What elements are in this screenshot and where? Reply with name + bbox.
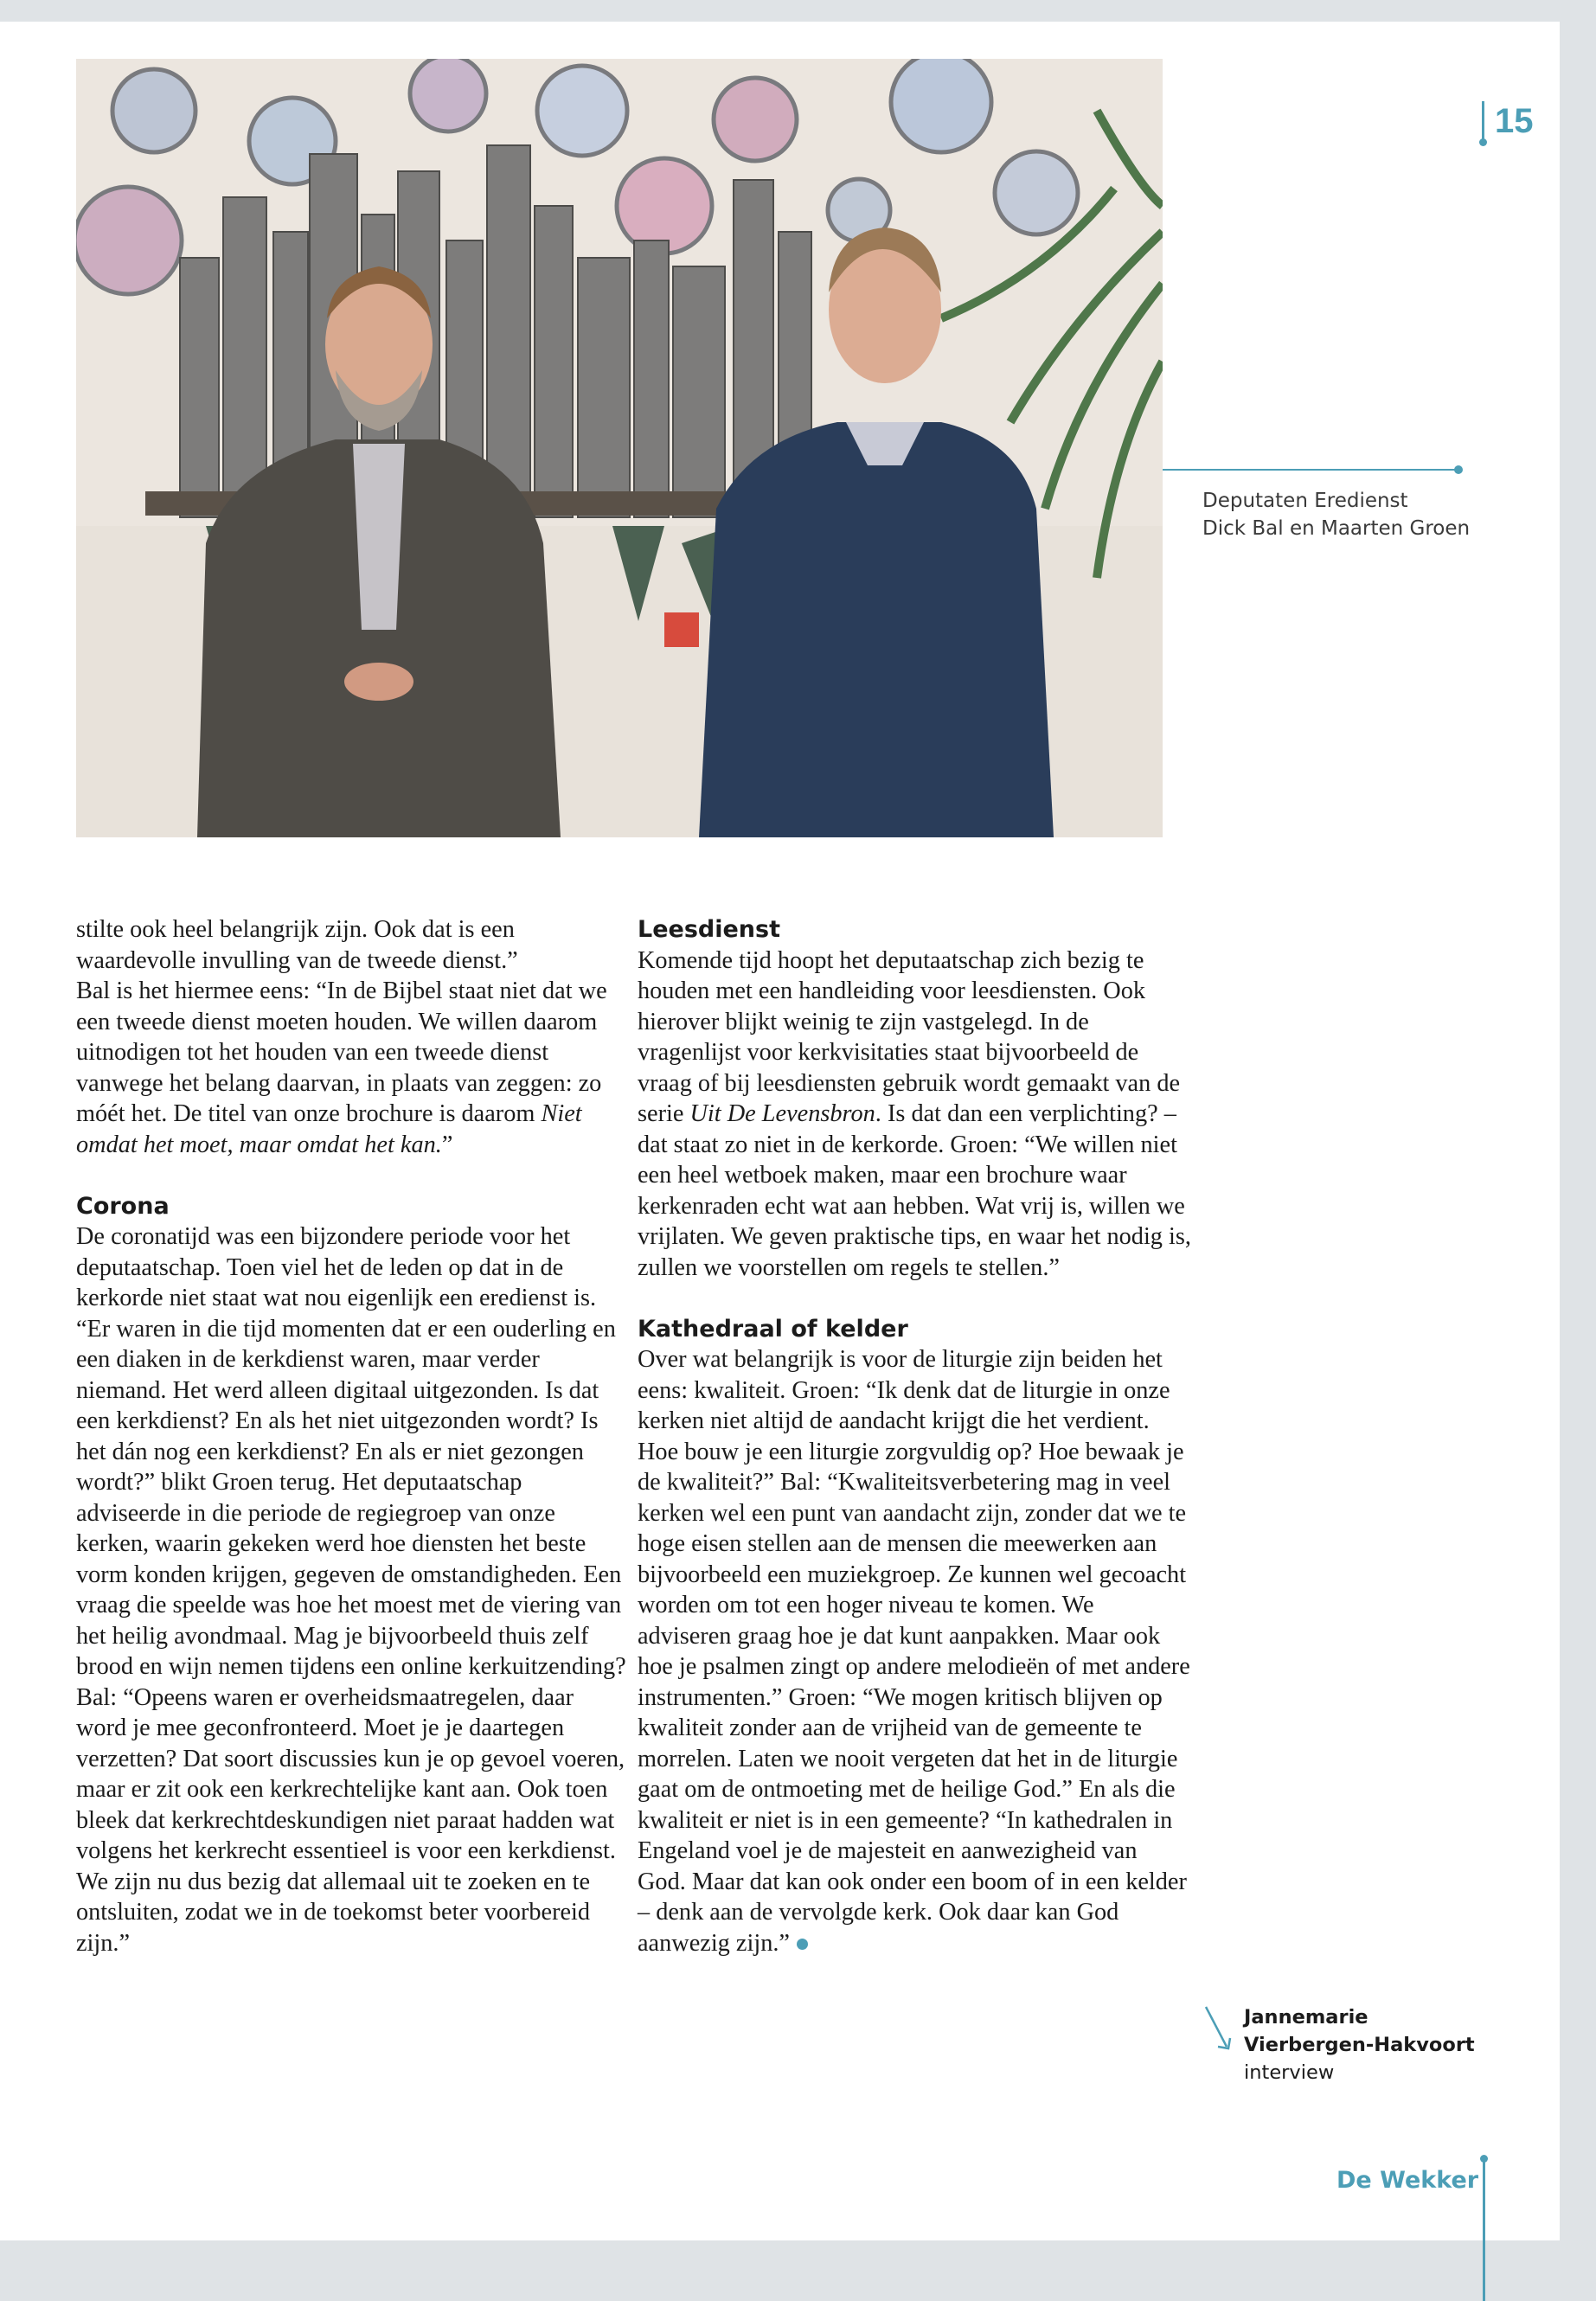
brochure-title: Niet omdat het moet, maar omdat het kan. bbox=[76, 1100, 582, 1158]
author-name-line-1: Jannemarie bbox=[1244, 2006, 1368, 2029]
author-credit bbox=[1244, 2003, 1475, 2086]
paragraph-end: ” bbox=[441, 1131, 453, 1158]
paragraph: De coronatijd was een bijzondere periode voor het deputaatschap. Toen viel het de leden op dat in de kerkorde niet staat wat nou eigenlijk een eredienst is. “Er waren in die tijd momenten dat er een ouderling en een diaken in de kerkdienst waren, maar verder niemand. Het werd alleen digitaal uitgezonden. Is dat een kerkdienst? En als het niet uitgezonden wordt? Is het dán nog een kerkdienst? En als er niet gezongen wordt?” blikt Groen terug. Het deputaatschap adviseerde in die periode de regiegroep van onze kerken, waarin gekeken werd hoe diensten het beste vorm konden krijgen, gegeven de omstandigheden. Een vraag die speelde was hoe het moest met de viering van het heilig avondmaal. Mag je bijvoorbeeld thuis zelf brood en wijn nemen tijdens een online kerkuitzending? Bal: “Opeens waren er overheidsmaatregelen, daar word je mee geconfronteerd. Moet je je daartegen verzetten? Dat soort discussies kun je op gevoel voeren, maar er zit ook een kerkrechtelijke kant aan. Ook toen bleek dat kerkrechtdeskundigen niet paraat hadden wat volgens het kerkrecht essentieel is voor een kerkdienst. We zijn nu dus bezig dat allemaal uit te zoeken en te ontsluiten, zodat we in de toekomst beter voorbereid zijn.” bbox=[76, 1223, 626, 1957]
caption-line-1: Deputaten Eredienst bbox=[1202, 490, 1408, 512]
photo-caption bbox=[1202, 487, 1488, 542]
article-column-2 bbox=[638, 914, 1191, 1958]
page-number-text: 15 bbox=[1495, 101, 1534, 140]
paragraph-text: Bal is het hiermee eens: “In de Bijbel staat niet dat we een tweede dienst moeten houden. We willen daarom uitnodigen tot het houden van een tweede dienst vanwege het belang daarvan, in plaats van zeggen: zo móét het. De titel van onze brochure is daarom bbox=[76, 977, 607, 1127]
caption-line-2: Dick Bal en Maarten Groen bbox=[1202, 517, 1471, 540]
photo bbox=[76, 59, 1163, 837]
author-arrow-icon bbox=[1202, 2003, 1237, 2055]
paragraph bbox=[638, 1344, 1191, 1958]
photo-image bbox=[76, 59, 1163, 837]
paragraph bbox=[638, 945, 1191, 1284]
author-role: interview bbox=[1244, 2061, 1335, 2084]
paragraph bbox=[76, 976, 630, 1160]
caption-rule bbox=[1163, 469, 1458, 471]
paragraph-text: Over wat belangrijk is voor de liturgie zijn beiden het eens: kwaliteit. Groen: “Ik denk dat de liturgie in onze kerken niet altijd de aandacht krijgt die het verdient. Hoe bouw je een liturgie zorgvuldig op? Hoe bewaak je de kwaliteit?” Bal: “Kwaliteitsverbetering mag in veel kerken wel een punt van aandacht zijn, zonder dat we te hoge eisen stellen aan de mensen die meewerken aan bijvoorbeeld een muziekgroep. Ze kunnen wel gecoacht worden om tot een hoger niveau te komen. We adviseren graag hoe je dat kunt aanpakken. Maar ook hoe je psalmen zingt op andere melodieën of met andere instrumenten.” Groen: “We mogen kritisch blijven op kwaliteit zonder aan de vrijheid van de gemeente te morrelen. Laten we nooit vergeten dat het in de liturgie gaat om de ontmoeting met de heilige God.” En als die kwaliteit er niet is in een gemeente? “In kathedralen in Engeland voel je de majesteit en aanwezigheid van God. Maar dat kan ook onder een boom of in een kelder – denk aan de vervolgde kerk. Ook daar kan God aanwezig zijn.” bbox=[638, 1346, 1190, 1957]
heading-leesdienst: Leesdienst bbox=[638, 916, 780, 943]
end-dot-icon bbox=[797, 1939, 808, 1950]
author-name-line-2: Vierbergen-Hakvoort bbox=[1244, 2034, 1475, 2056]
footer-rule bbox=[1483, 2160, 1485, 2301]
series-title: Uit De Levensbron bbox=[689, 1100, 875, 1127]
heading-kathedraal: Kathedraal of kelder bbox=[638, 1315, 908, 1343]
page-number bbox=[1482, 97, 1534, 145]
magazine-name: De Wekker bbox=[1336, 2167, 1479, 2194]
paragraph: stilte ook heel belangrijk zijn. Ook dat is een waardevolle invulling van de tweede dienst.” bbox=[76, 916, 518, 974]
article-column-1 bbox=[76, 914, 630, 1958]
paragraph-text: Komende tijd hoopt het deputaatschap zich bezig te houden met een handleiding voor leesdiensten. Ook hierover blijkt weinig te zijn vastgelegd. In de vragenlijst voor kerkvisitaties staat bijvoorbeeld de vraag of bij leesdiensten gebruik wordt gemaakt van de serie bbox=[638, 946, 1181, 1127]
heading-corona: Corona bbox=[76, 1192, 170, 1220]
paragraph-end: . Is dat dan een verplichting? – dat staat zo niet in de kerkorde. Groen: “We willen niet een heel wetboek maken, maar een brochure waar kerkenraden echt wat aan hebben. Wat vrij is, willen we vrijlaten. We geven praktische tips, en waar het nodig is, zullen we voorstellen om regels te stellen.” bbox=[638, 1100, 1191, 1281]
page-number-line bbox=[1482, 101, 1484, 141]
